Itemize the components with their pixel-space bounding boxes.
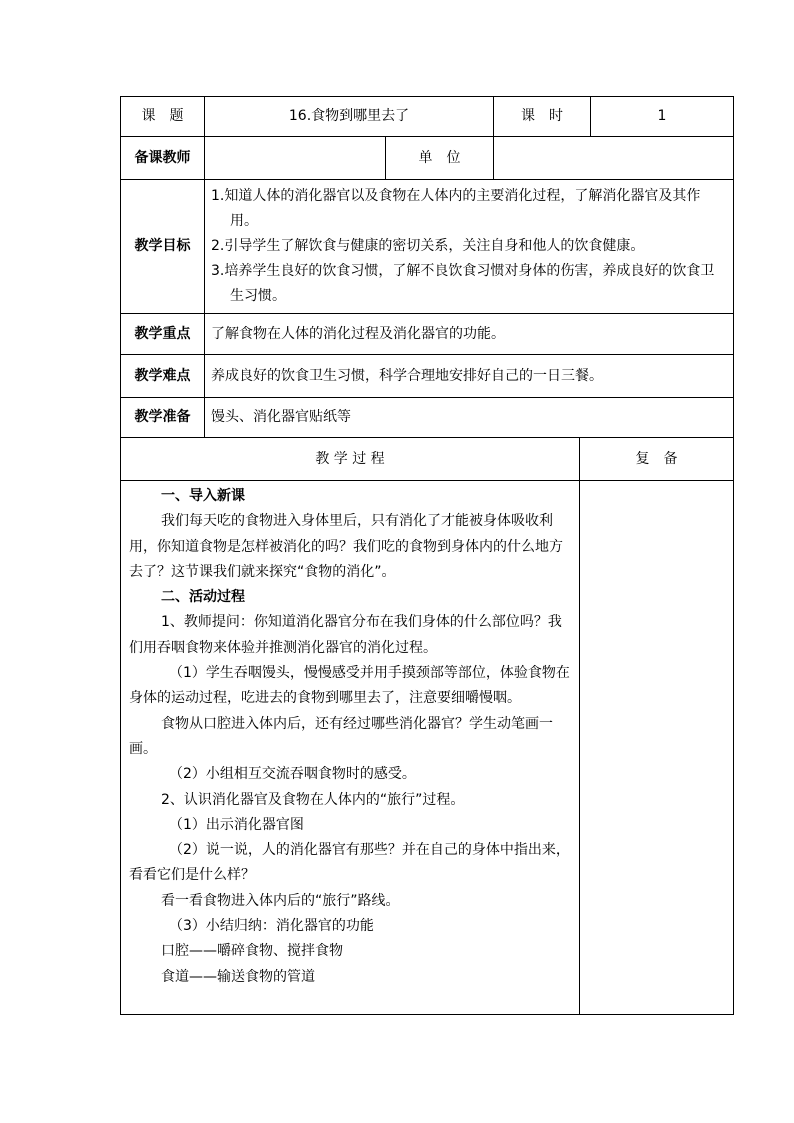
goal-item: 2.引导学生了解饮食与健康的密切关系，关注自身和他人的饮食健康。 — [211, 238, 645, 254]
paragraph: （3）小结归纳：消化器官的功能 — [169, 918, 374, 935]
unit-label: 单 位 — [386, 137, 494, 180]
topic-label: 课 题 — [121, 97, 205, 137]
process-content — [121, 481, 580, 1015]
key-point-value: 了解食物在人体的消化过程及消化器官的功能。 — [205, 314, 734, 355]
topic-row — [121, 97, 734, 137]
paragraph: 1、教师提问：你知道消化器官分布在我们身体的什么部位吗？我们用吞咽食物来体验并推测消化器官的消化过程。 — [129, 614, 562, 656]
key-point-row — [121, 314, 734, 355]
review-header: 复 备 — [580, 438, 734, 481]
topic-value: 16.食物到哪里去了 — [205, 97, 494, 137]
section-heading: 二、活动过程 — [161, 589, 245, 606]
lesson-plan-table — [120, 96, 734, 1015]
teacher-row — [121, 137, 734, 180]
process-content-row — [121, 481, 734, 1015]
goals-content — [205, 180, 734, 314]
difficulty-value: 养成良好的饮食卫生习惯，科学合理地安排好自己的一日三餐。 — [205, 355, 734, 398]
key-point-label: 教学重点 — [121, 314, 205, 355]
prep-label: 教学准备 — [121, 398, 205, 438]
paragraph: 口腔——嚼碎食物、搅拌食物 — [161, 943, 343, 960]
paragraph: （2）小组相互交流吞咽食物时的感受。 — [169, 766, 416, 783]
prep-row — [121, 398, 734, 438]
process-header-row — [121, 438, 734, 481]
teacher-value — [205, 137, 386, 180]
review-content — [580, 481, 734, 1015]
hours-value: 1 — [591, 97, 734, 137]
paragraph: （2）说一说，人的消化器官有那些？并在自己的身体中指出来，看看它们是什么样？ — [129, 842, 570, 884]
paragraph: （1）学生吞咽馒头，慢慢感受并用手摸颈部等部位，体验食物在身体的运动过程，吃进去的食物到哪里去了，注意要细嚼慢咽。 — [129, 665, 570, 707]
teacher-label: 备课教师 — [121, 137, 205, 180]
lesson-plan-sheet — [120, 96, 733, 1015]
hours-label: 课 时 — [494, 97, 591, 137]
goals-row — [121, 180, 734, 314]
paragraph: 2、认识消化器官及食物在人体内的“旅行”过程。 — [161, 791, 465, 808]
prep-value: 馒头、消化器官贴纸等 — [205, 398, 734, 438]
difficulty-label: 教学难点 — [121, 355, 205, 398]
paragraph: 看一看食物进入体内后的“旅行”路线。 — [161, 892, 400, 909]
process-header: 教 学 过 程 — [121, 438, 580, 481]
section-heading: 一、导入新课 — [161, 488, 245, 504]
goals-label: 教学目标 — [121, 180, 205, 314]
goal-item: 1.知道人体的消化器官以及食物在人体内的主要消化过程，了解消化器官及其作用。 — [211, 188, 701, 229]
goal-item: 3.培养学生良好的饮食习惯，了解不良饮食习惯对身体的伤害，养成良好的饮食卫生习惯。 — [211, 263, 715, 304]
paragraph: （1）出示消化器官图 — [169, 816, 304, 833]
difficulty-row — [121, 355, 734, 398]
paragraph: 食道——输送食物的管道 — [161, 968, 315, 985]
paragraph: 我们每天吃的食物进入身体里后，只有消化了才能被身体吸收利用，你知道食物是怎样被消化的吗？我们吃的食物到身体内的什么地方去了？这节课我们就来探究“食物的消化”。 — [129, 513, 563, 580]
unit-value — [494, 137, 734, 180]
paragraph: 食物从口腔进入体内后，还有经过哪些消化器官？学生动笔画一画。 — [129, 715, 553, 757]
